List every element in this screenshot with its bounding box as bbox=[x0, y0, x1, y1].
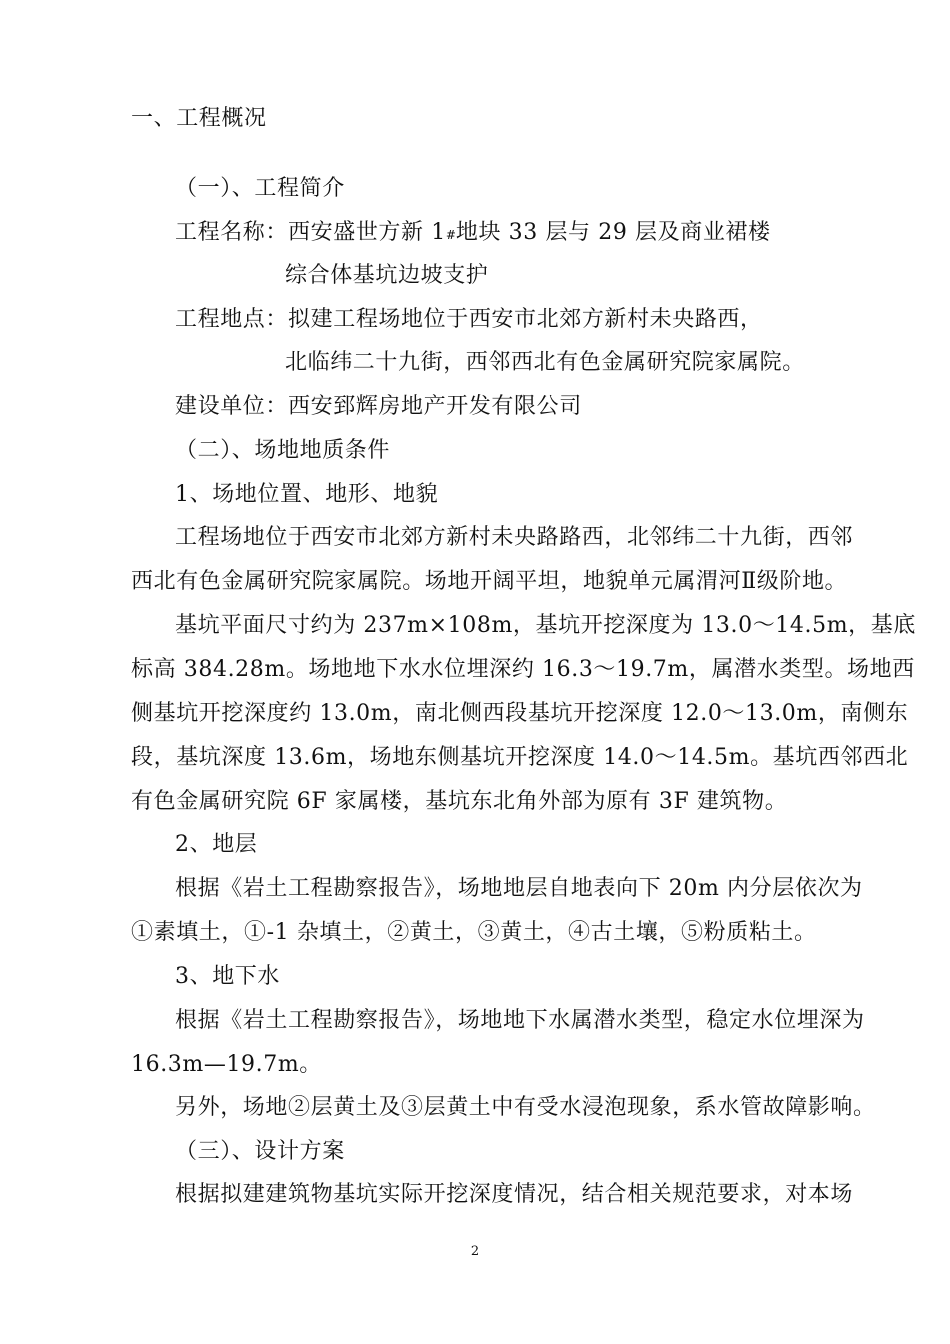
paragraph-pit-line-1: 基坑平面尺寸约为 237m×108m，基坑开挖深度为 13.0～14.5m，基底 bbox=[175, 613, 916, 638]
subsection-title-location: 1、场地位置、地形、地貌 bbox=[175, 482, 439, 507]
section-title-geology: （二）、场地地质条件 bbox=[175, 438, 391, 463]
project-site-label: 工程地点： bbox=[175, 307, 289, 332]
project-name-continuation: 综合体基坑边坡支护 bbox=[285, 263, 489, 288]
project-site-continuation: 北临纬二十九街，西邻西北有色金属研究院家属院。 bbox=[285, 350, 805, 375]
paragraph-pit-line-5: 有色金属研究院 6F 家属楼，基坑东北角外部为原有 3F 建筑物。 bbox=[131, 789, 788, 814]
project-name-value-a: 西安盛世方新 1 bbox=[288, 220, 446, 245]
builder-value: 西安郅辉房地产开发有限公司 bbox=[288, 394, 582, 419]
project-name-label: 工程名称： bbox=[175, 220, 289, 245]
subsection-title-strata: 2、地层 bbox=[175, 832, 258, 857]
project-site-line bbox=[175, 305, 763, 335]
builder-line bbox=[175, 392, 582, 422]
paragraph-strata-line-2: ①素填土，①-1 杂填土，②黄土，③黄土，④古土壤，⑤粉质粘土。 bbox=[131, 920, 817, 945]
paragraph-groundwater-line-1: 根据《岩土工程勘察报告》，场地地下水属潜水类型，稳定水位埋深为 bbox=[175, 1008, 865, 1033]
chapter-heading: 一、工程概况 bbox=[131, 106, 267, 131]
paragraph-location-line-2: 西北有色金属研究院家属院。场地开阔平坦，地貌单元属渭河Ⅱ级阶地。 bbox=[131, 569, 848, 594]
paragraph-pit-line-2: 标高 384.28m。场地地下水水位埋深约 16.3～19.7m，属潜水类型。场地西 bbox=[131, 657, 915, 682]
subsection-title-groundwater: 3、地下水 bbox=[175, 964, 280, 989]
paragraph-water-note: 另外，场地②层黄土及③层黄土中有受水浸泡现象，系水管故障影响。 bbox=[175, 1095, 876, 1120]
project-name-line bbox=[175, 218, 771, 250]
project-name-mark: # bbox=[445, 228, 456, 242]
paragraph-location-line-1: 工程场地位于西安市北郊方新村未央路路西，北邻纬二十九街，西邻 bbox=[175, 525, 854, 550]
project-site-value: 拟建工程场地位于西安市北郊方新村未央路西， bbox=[288, 307, 763, 332]
paragraph-groundwater-line-2: 16.3m—19.7m。 bbox=[131, 1052, 322, 1077]
paragraph-pit-line-3: 侧基坑开挖深度约 13.0m，南北侧西段基坑开挖深度 12.0～13.0m，南侧东 bbox=[131, 701, 909, 726]
section-title-overview: （一）、工程简介 bbox=[175, 176, 345, 201]
builder-label: 建设单位： bbox=[175, 394, 289, 419]
project-name-value-b: 地块 33 层与 29 层及商业裙楼 bbox=[455, 220, 771, 245]
paragraph-pit-line-4: 段，基坑深度 13.6m，场地东侧基坑开挖深度 14.0～14.5m。基坑西邻西北 bbox=[131, 745, 909, 770]
page-number: 2 bbox=[470, 1244, 480, 1259]
paragraph-design-line-1: 根据拟建建筑物基坑实际开挖深度情况，结合相关规范要求，对本场 bbox=[175, 1182, 854, 1207]
section-title-design: （三）、设计方案 bbox=[175, 1139, 345, 1164]
paragraph-strata-line-1: 根据《岩土工程勘察报告》，场地地层自地表向下 20m 内分层依次为 bbox=[175, 876, 863, 901]
